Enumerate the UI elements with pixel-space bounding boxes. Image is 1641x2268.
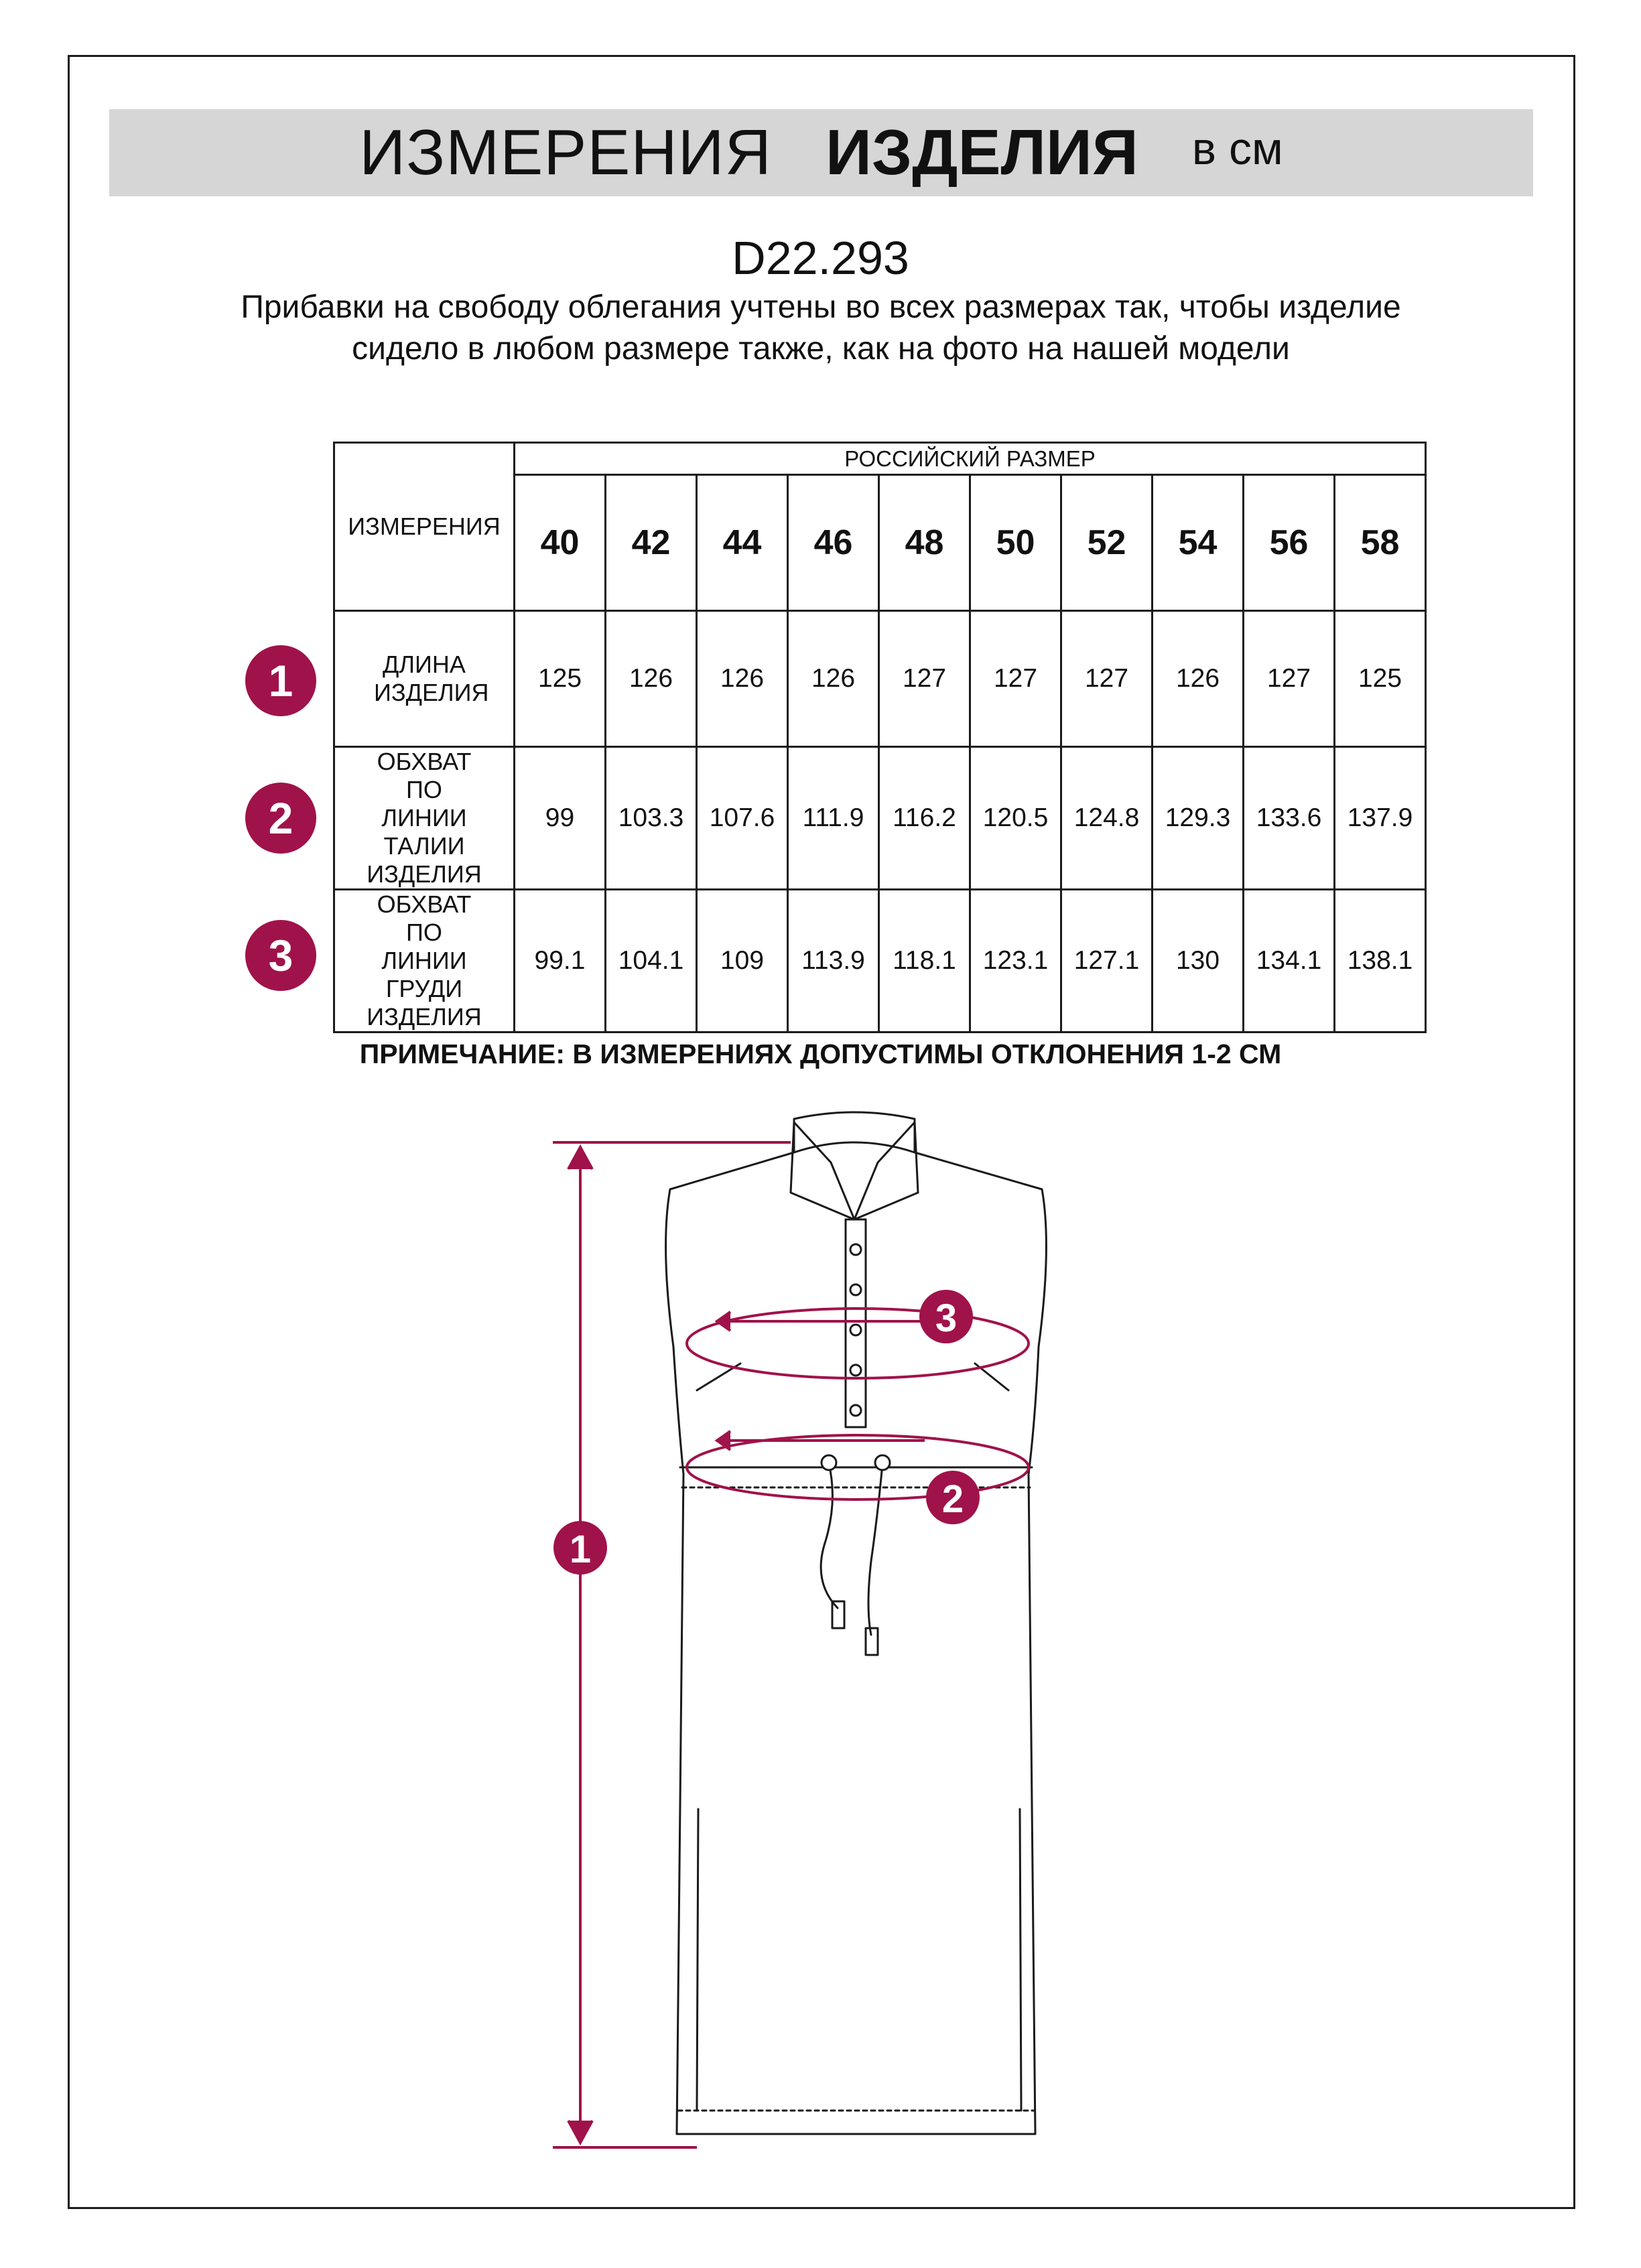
table-cell: 127	[1061, 611, 1153, 747]
table-cell: 109	[697, 890, 788, 1032]
table-cell: 111.9	[788, 747, 879, 890]
table-cell: 103.3	[606, 747, 697, 890]
row-label: ДЛИНА ИЗДЕЛИЯ	[334, 611, 515, 747]
collar-wing-left	[791, 1122, 854, 1219]
row-badge-2: 2	[245, 783, 316, 854]
table-cell: 99	[515, 747, 606, 890]
size-header: 56	[1244, 475, 1335, 611]
marker-3: 3	[935, 1296, 958, 1340]
table-cell: 120.5	[970, 747, 1061, 890]
table-cell: 125	[1335, 611, 1426, 747]
placket-button	[850, 1325, 861, 1335]
size-group-label: РОССИЙСКИЙ РАЗМЕР	[515, 443, 1426, 475]
tolerance-remark: ПРИМЕЧАНИЕ: В ИЗМЕРЕНИЯХ ДОПУСТИМЫ ОТКЛОНЕНИЯ 1-2 СМ	[359, 1039, 1282, 1069]
row-label: ОБХВАТ ПО ЛИНИИ ГРУДИ ИЗДЕЛИЯ	[334, 890, 515, 1032]
table-cell: 127	[970, 611, 1061, 747]
size-header: 50	[970, 475, 1061, 611]
size-header: 44	[697, 475, 788, 611]
dress-outline	[666, 1152, 1047, 2134]
row-label: ОБХВАТ ПО ЛИНИИ ТАЛИИ ИЗДЕЛИЯ	[334, 747, 515, 890]
title-unit: в см	[1191, 123, 1283, 174]
table-cell: 127	[1244, 611, 1335, 747]
table-cell: 113.9	[788, 890, 879, 1032]
eyelet	[875, 1455, 890, 1470]
fit-note: Прибавки на свободу облегания учтены во всех размерах так, чтобы изделие сидело в любом размере также, как на фото на нашей модели	[241, 289, 1401, 366]
table-cell: 138.1	[1335, 890, 1426, 1032]
size-header: 58	[1335, 475, 1426, 611]
table-cell: 134.1	[1244, 890, 1335, 1032]
row-badge-1: 1	[245, 645, 316, 716]
table-cell: 126	[1153, 611, 1244, 747]
size-header: 46	[788, 475, 879, 611]
side-slit-left	[697, 1809, 698, 2111]
size-header: 52	[1061, 475, 1153, 611]
sketch-markers	[553, 1290, 980, 1575]
table-cell: 130	[1153, 890, 1244, 1032]
eyelet	[822, 1455, 836, 1470]
size-header: 40	[515, 475, 606, 611]
table-cell: 99.1	[515, 890, 606, 1032]
table-cell: 126	[788, 611, 879, 747]
table-cell: 125	[515, 611, 606, 747]
placket-button	[850, 1244, 861, 1255]
table-cell: 126	[606, 611, 697, 747]
table-cell: 104.1	[606, 890, 697, 1032]
side-slit-right	[1020, 1809, 1021, 2111]
table-cell: 127	[879, 611, 970, 747]
size-header: 48	[879, 475, 970, 611]
title-light: ИЗМЕРЕНИЯ	[359, 117, 772, 188]
collar-stand	[794, 1112, 915, 1152]
marker-2: 2	[941, 1477, 964, 1521]
table-cell: 127.1	[1061, 890, 1153, 1032]
marker-1: 1	[569, 1528, 592, 1571]
table-cell: 137.9	[1335, 747, 1426, 890]
table-cell: 123.1	[970, 890, 1061, 1032]
article-number: D22.293	[732, 232, 909, 284]
placket-button	[850, 1405, 861, 1416]
collar-wing-right	[854, 1122, 918, 1219]
drawcord-right	[868, 1464, 882, 1635]
table-cell: 107.6	[697, 747, 788, 890]
size-header: 54	[1153, 475, 1244, 611]
table-cell: 116.2	[879, 747, 970, 890]
title-bold: ИЗДЕЛИЯ	[826, 117, 1138, 188]
table-cell: 133.6	[1244, 747, 1335, 890]
table-cell: 118.1	[879, 890, 970, 1032]
row-badge-3: 3	[245, 920, 316, 991]
placket-button	[850, 1365, 861, 1376]
drawcord-left	[821, 1464, 838, 1608]
table-cell: 129.3	[1153, 747, 1244, 890]
table-cell: 126	[697, 611, 788, 747]
size-header: 42	[606, 475, 697, 611]
placket-button	[850, 1284, 861, 1295]
table-cell: 124.8	[1061, 747, 1153, 890]
corner-label: ИЗМЕРЕНИЯ	[334, 443, 515, 611]
